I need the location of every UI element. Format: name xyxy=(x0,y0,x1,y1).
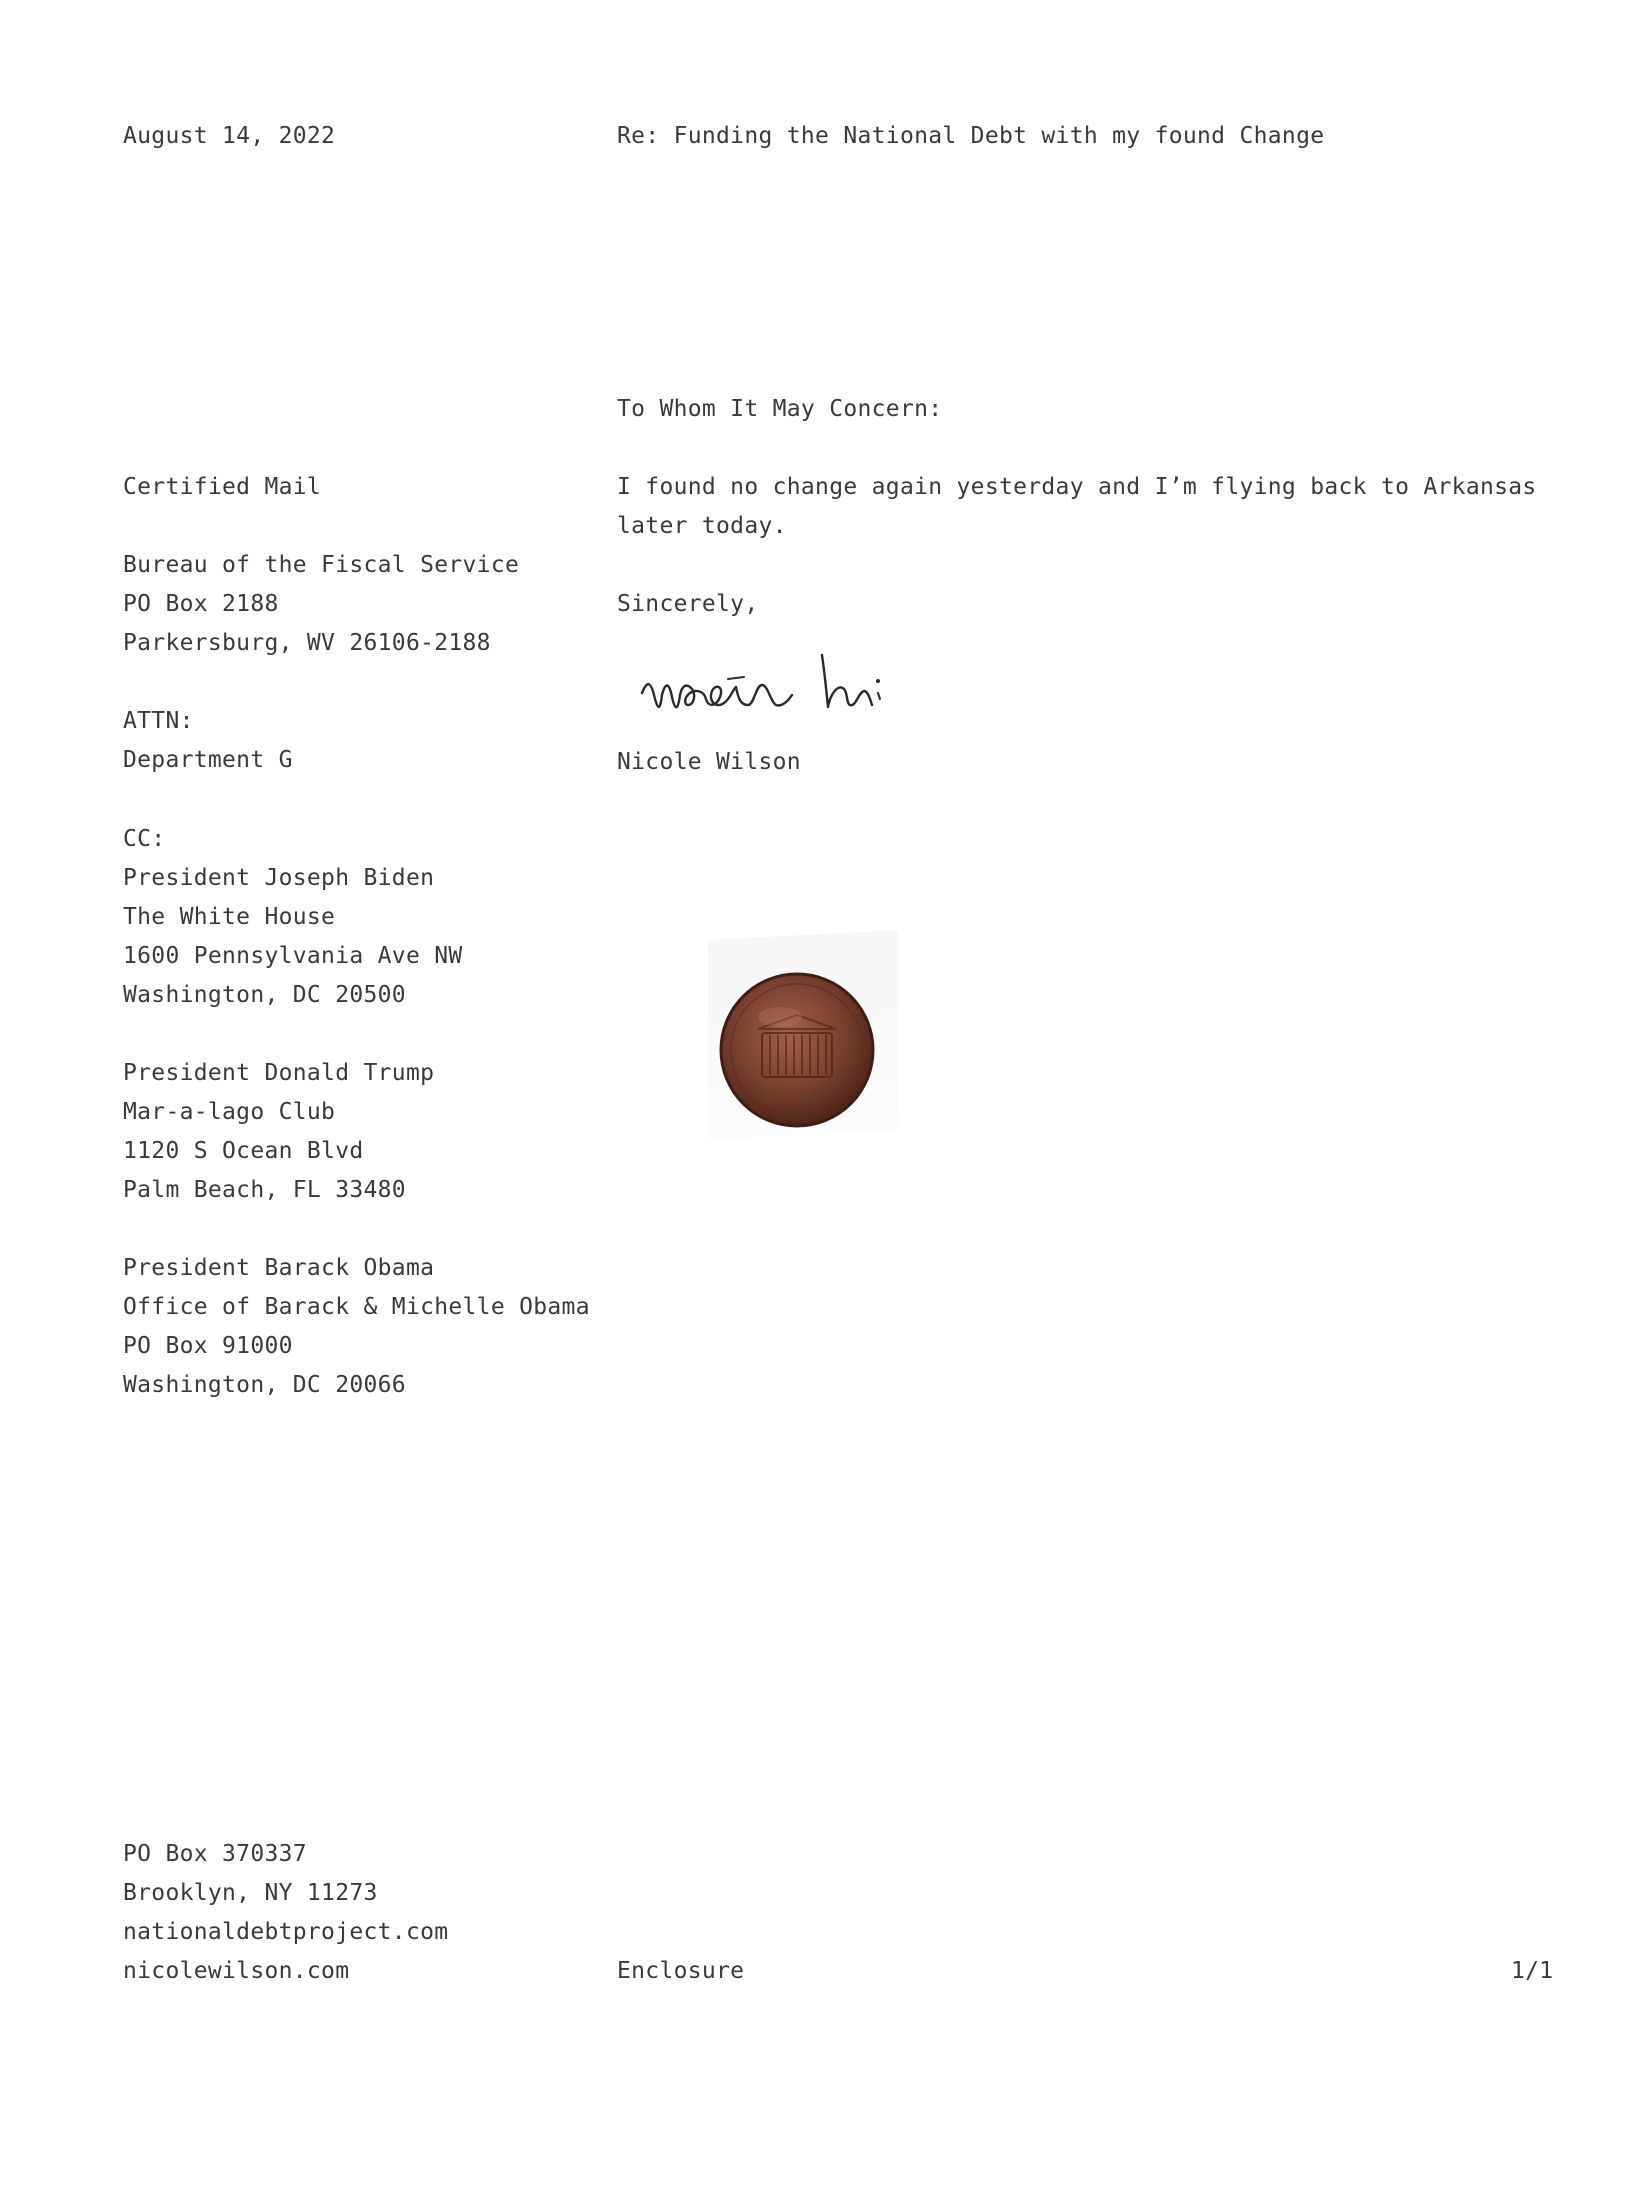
cc-address-line: Washington, DC 20066 xyxy=(123,1372,406,1398)
attn-block xyxy=(123,702,293,780)
cc-recipient-address xyxy=(123,1054,434,1210)
signer-name: Nicole Wilson xyxy=(617,749,801,775)
page-number: 1/1 xyxy=(1511,1958,1554,1984)
letter-date: August 14, 2022 xyxy=(123,123,336,149)
delivery-method: Certified Mail xyxy=(123,474,322,500)
cc-address-line: 1600 Pennsylvania Ave NW xyxy=(123,943,463,969)
letter-body-line: later today. xyxy=(617,513,787,539)
address-line: PO Box 2188 xyxy=(123,591,279,617)
address-line: Parkersburg, WV 26106-2188 xyxy=(123,630,491,656)
cc-address-line: Washington, DC 20500 xyxy=(123,982,406,1008)
enclosed-penny xyxy=(700,935,900,1135)
cc-address-line: President Donald Trump xyxy=(123,1060,435,1086)
letter-body xyxy=(617,468,1537,546)
letter-body-line: I found no change again yesterday and I’m flying back to Arkansas xyxy=(617,474,1537,500)
letter-salutation: To Whom It May Concern: xyxy=(617,396,943,422)
cc-label: CC: xyxy=(123,826,166,852)
cc-address-line: The White House xyxy=(123,904,336,930)
cc-address-line: Palm Beach, FL 33480 xyxy=(123,1177,406,1203)
letter-closing: Sincerely, xyxy=(617,591,759,617)
attn-value: Department G xyxy=(123,747,293,773)
sender-website-link[interactable]: nationaldebtproject.com xyxy=(123,1919,449,1945)
cc-address-line: 1120 S Ocean Blvd xyxy=(123,1138,364,1164)
cc-address-line: President Barack Obama xyxy=(123,1255,435,1281)
sender-line: Brooklyn, NY 11273 xyxy=(123,1880,378,1906)
sender-website-link[interactable]: nicolewilson.com xyxy=(123,1958,350,1984)
address-line: Bureau of the Fiscal Service xyxy=(123,552,520,578)
letter-subject: Re: Funding the National Debt with my found Change xyxy=(617,123,1325,149)
cc-address-line: Mar-a-lago Club xyxy=(123,1099,336,1125)
cc-address-line: Office of Barack & Michelle Obama xyxy=(123,1294,590,1320)
penny-icon xyxy=(700,935,900,1135)
recipient-address xyxy=(123,546,519,663)
enclosure-note: Enclosure xyxy=(617,1958,745,1984)
sender-address xyxy=(123,1835,448,1991)
cc-recipient-address xyxy=(123,1249,590,1405)
signature-image xyxy=(632,635,962,735)
cc-block xyxy=(123,820,463,1015)
sender-line: PO Box 370337 xyxy=(123,1841,307,1867)
cc-address-line: President Joseph Biden xyxy=(123,865,435,891)
cc-address-line: PO Box 91000 xyxy=(123,1333,293,1359)
attn-label: ATTN: xyxy=(123,708,194,734)
